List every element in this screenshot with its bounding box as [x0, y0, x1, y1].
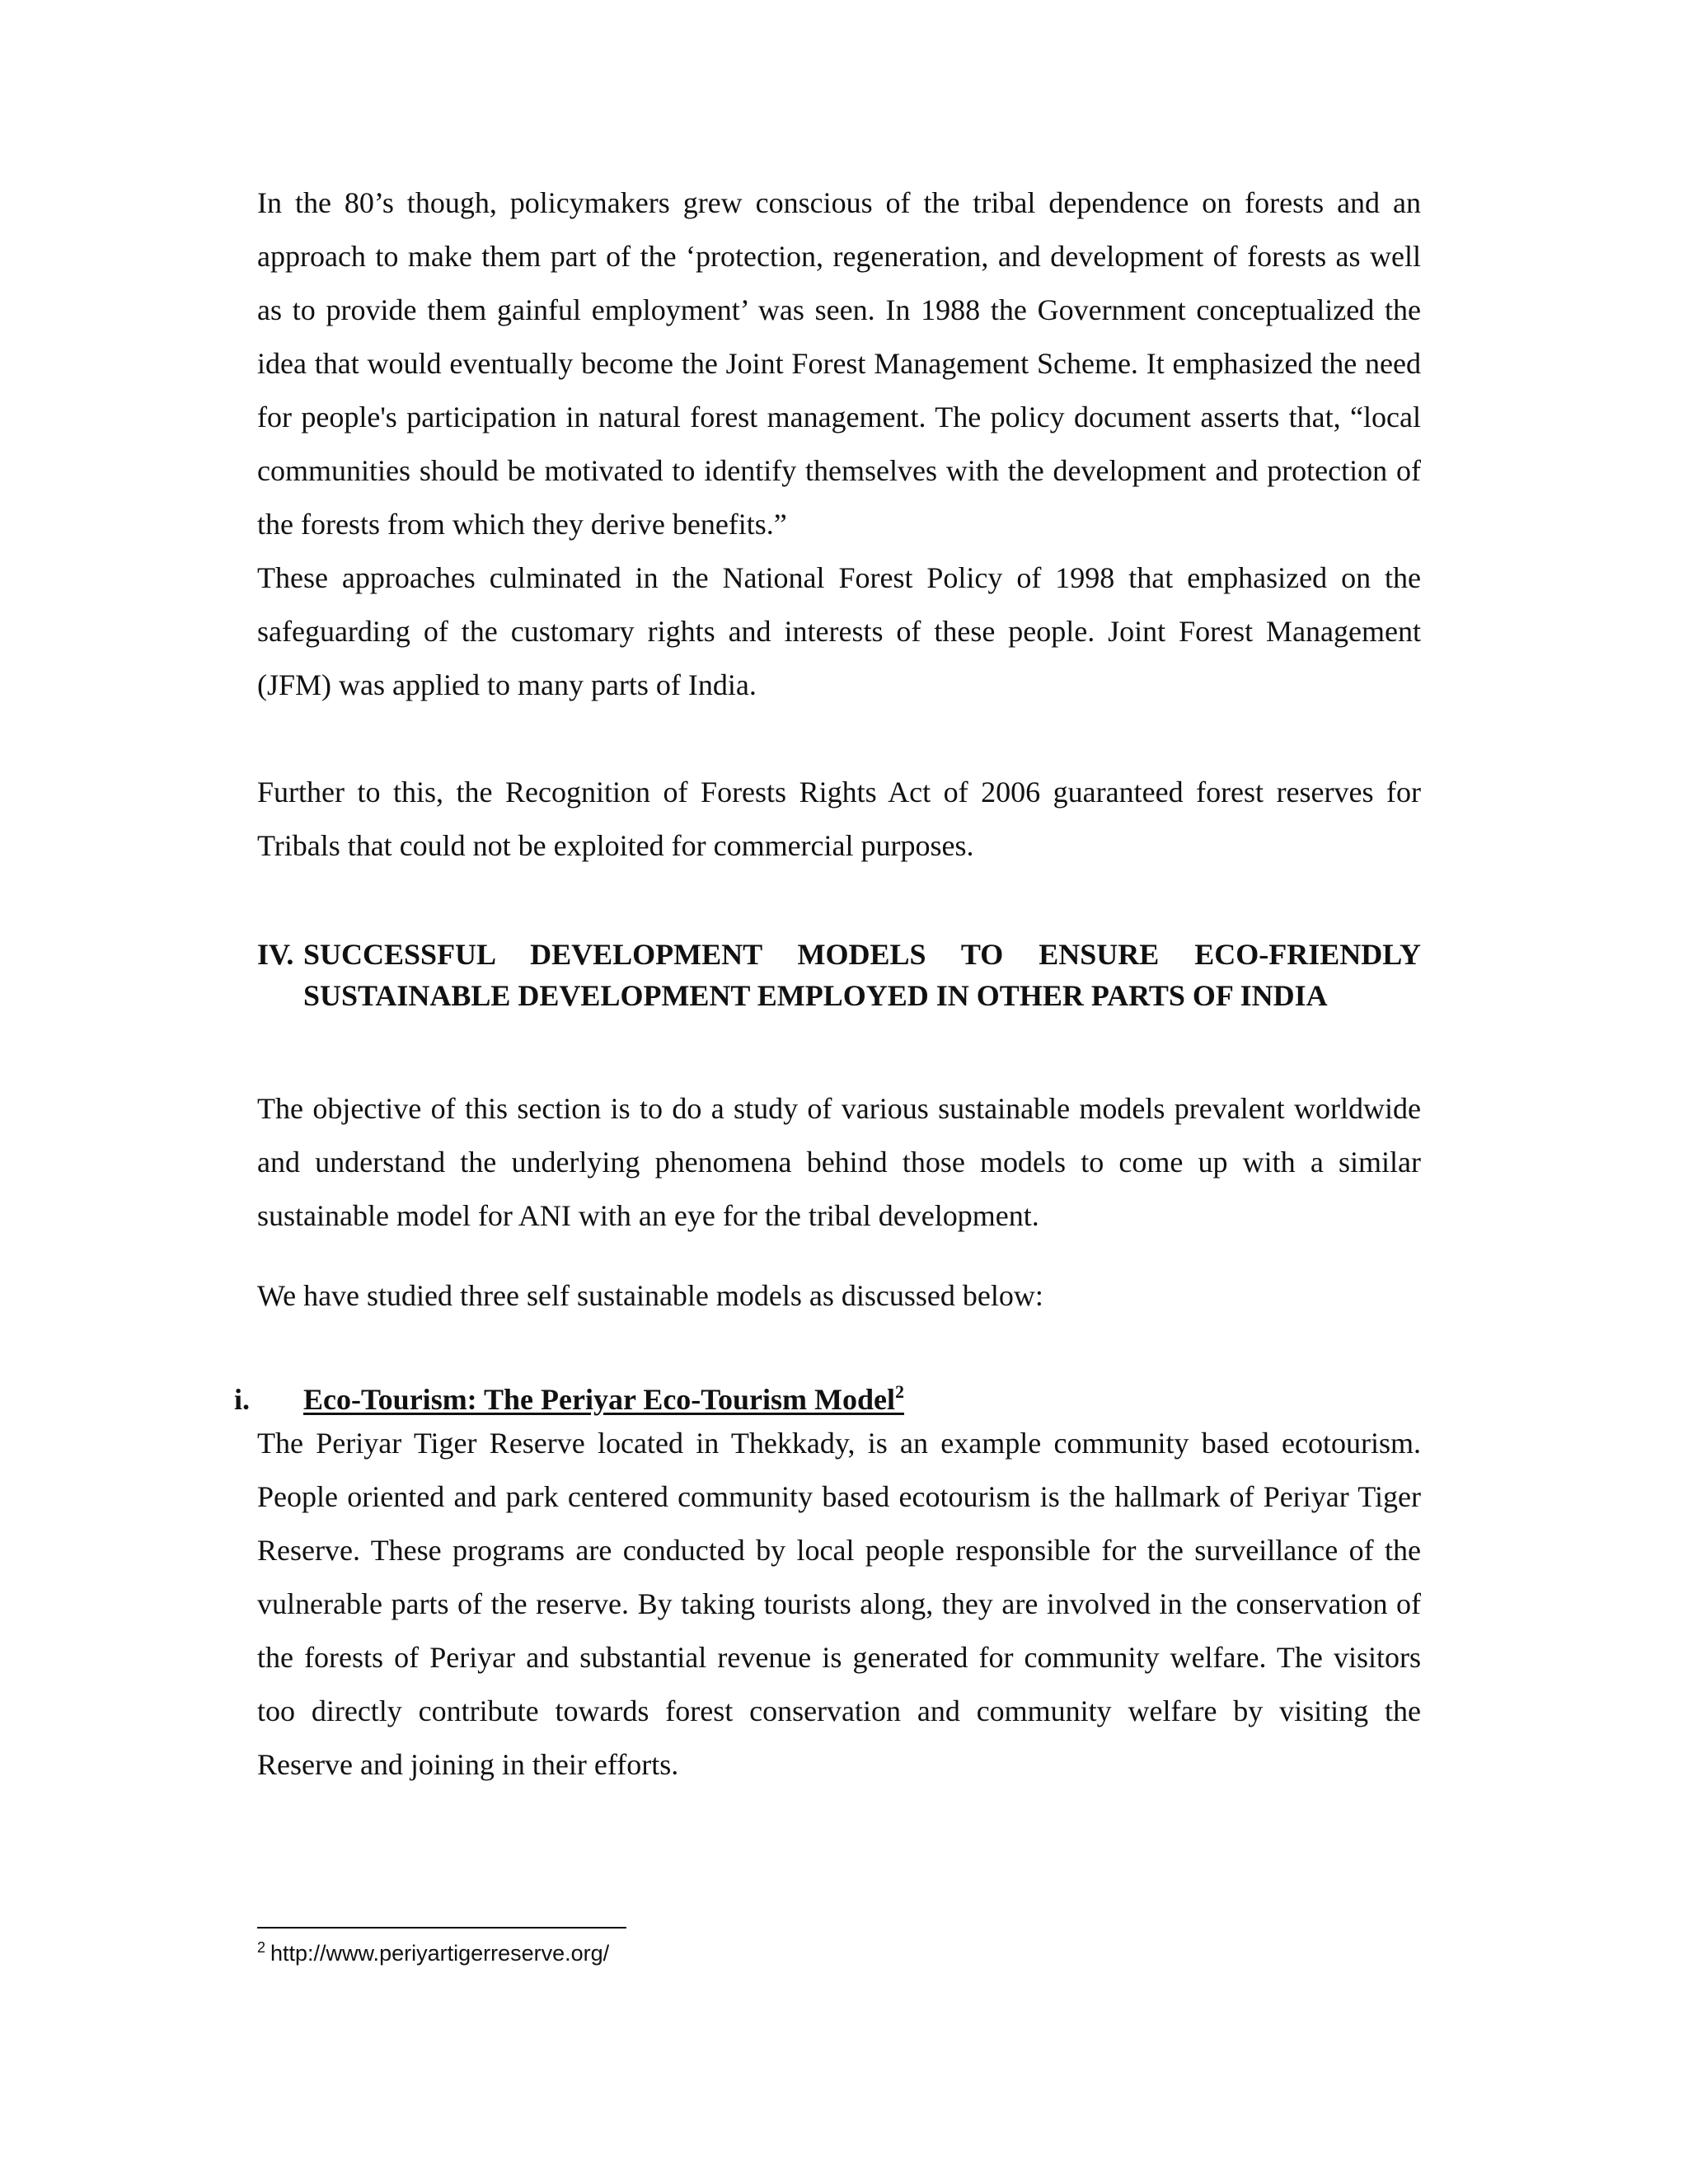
section-heading-line-2: SUSTAINABLE DEVELOPMENT EMPLOYED IN OTHER PARTS OF INDIA: [303, 979, 1328, 1012]
subsection-heading: [234, 1379, 904, 1420]
paragraph-section-objective: The objective of this section is to do a study of various sustainable models prevalent worldwide and understand the underlying phenomena behind those models to come up with a similar sustainable model for ANI with an eye for the tribal development.: [257, 1092, 1421, 1232]
paragraph-periyar-model: The Periyar Tiger Reserve located in Thekkady, is an example community based ecotourism. People oriented and park centered community based ecotourism is the hallmark of Periyar Tiger Reserve. These programs are conducted by local people responsible for the surveillance of the vulnerable parts of the reserve. By taking tourists along, they are involved in the conservation of the forests of Periyar and substantial revenue is generated for community welfare. The visitors too directly contribute towards forest conservation and community welfare by visiting the Reserve and joining in their efforts.: [257, 1427, 1421, 1781]
paragraph-forest-rights-act: Further to this, the Recognition of Forests Rights Act of 2006 guaranteed forest reserves for Tribals that could not be exploited for commercial purposes.: [257, 776, 1421, 862]
paragraph-models-intro: We have studied three self sustainable models as discussed below:: [257, 1279, 1043, 1312]
section-number: IV.: [257, 938, 294, 971]
paragraph-national-forest-policy: These approaches culminated in the National Forest Policy of 1998 that emphasized on the safeguarding of the customary rights and interests of these people. Joint Forest Management (JFM) was applied to many parts of India.: [257, 561, 1421, 701]
footnote: [257, 1937, 609, 1970]
footnote-separator: [257, 1927, 626, 1929]
subsection-number: i.: [234, 1383, 251, 1416]
paragraph-jfm-history: In the 80’s though, policymakers grew conscious of the tribal dependence on forests and an approach to make them part of the ‘protection, regeneration, and development of forests as well as to provide them gainful employment’ was seen. In 1988 the Government conceptualized the idea that would eventually become the Joint Forest Management Scheme. It emphasized the need for people's participation in natural forest management. The policy document asserts that, “local communities should be motivated to identify themselves with the development and protection of the forests from which they derive benefits.”: [257, 186, 1421, 541]
footnote-number: 2: [257, 1939, 266, 1956]
section-heading-line-1: SUCCESSFUL DEVELOPMENT MODELS TO ENSURE ECO-FRIENDLY: [303, 938, 1421, 971]
footnote-reference[interactable]: 2: [894, 1381, 904, 1402]
footnote-link[interactable]: http://www.periyartigerreserve.org/: [270, 1941, 610, 1966]
subsection-title: Eco-Tourism: The Periyar Eco-Tourism Model$^2$: [303, 1381, 904, 1416]
